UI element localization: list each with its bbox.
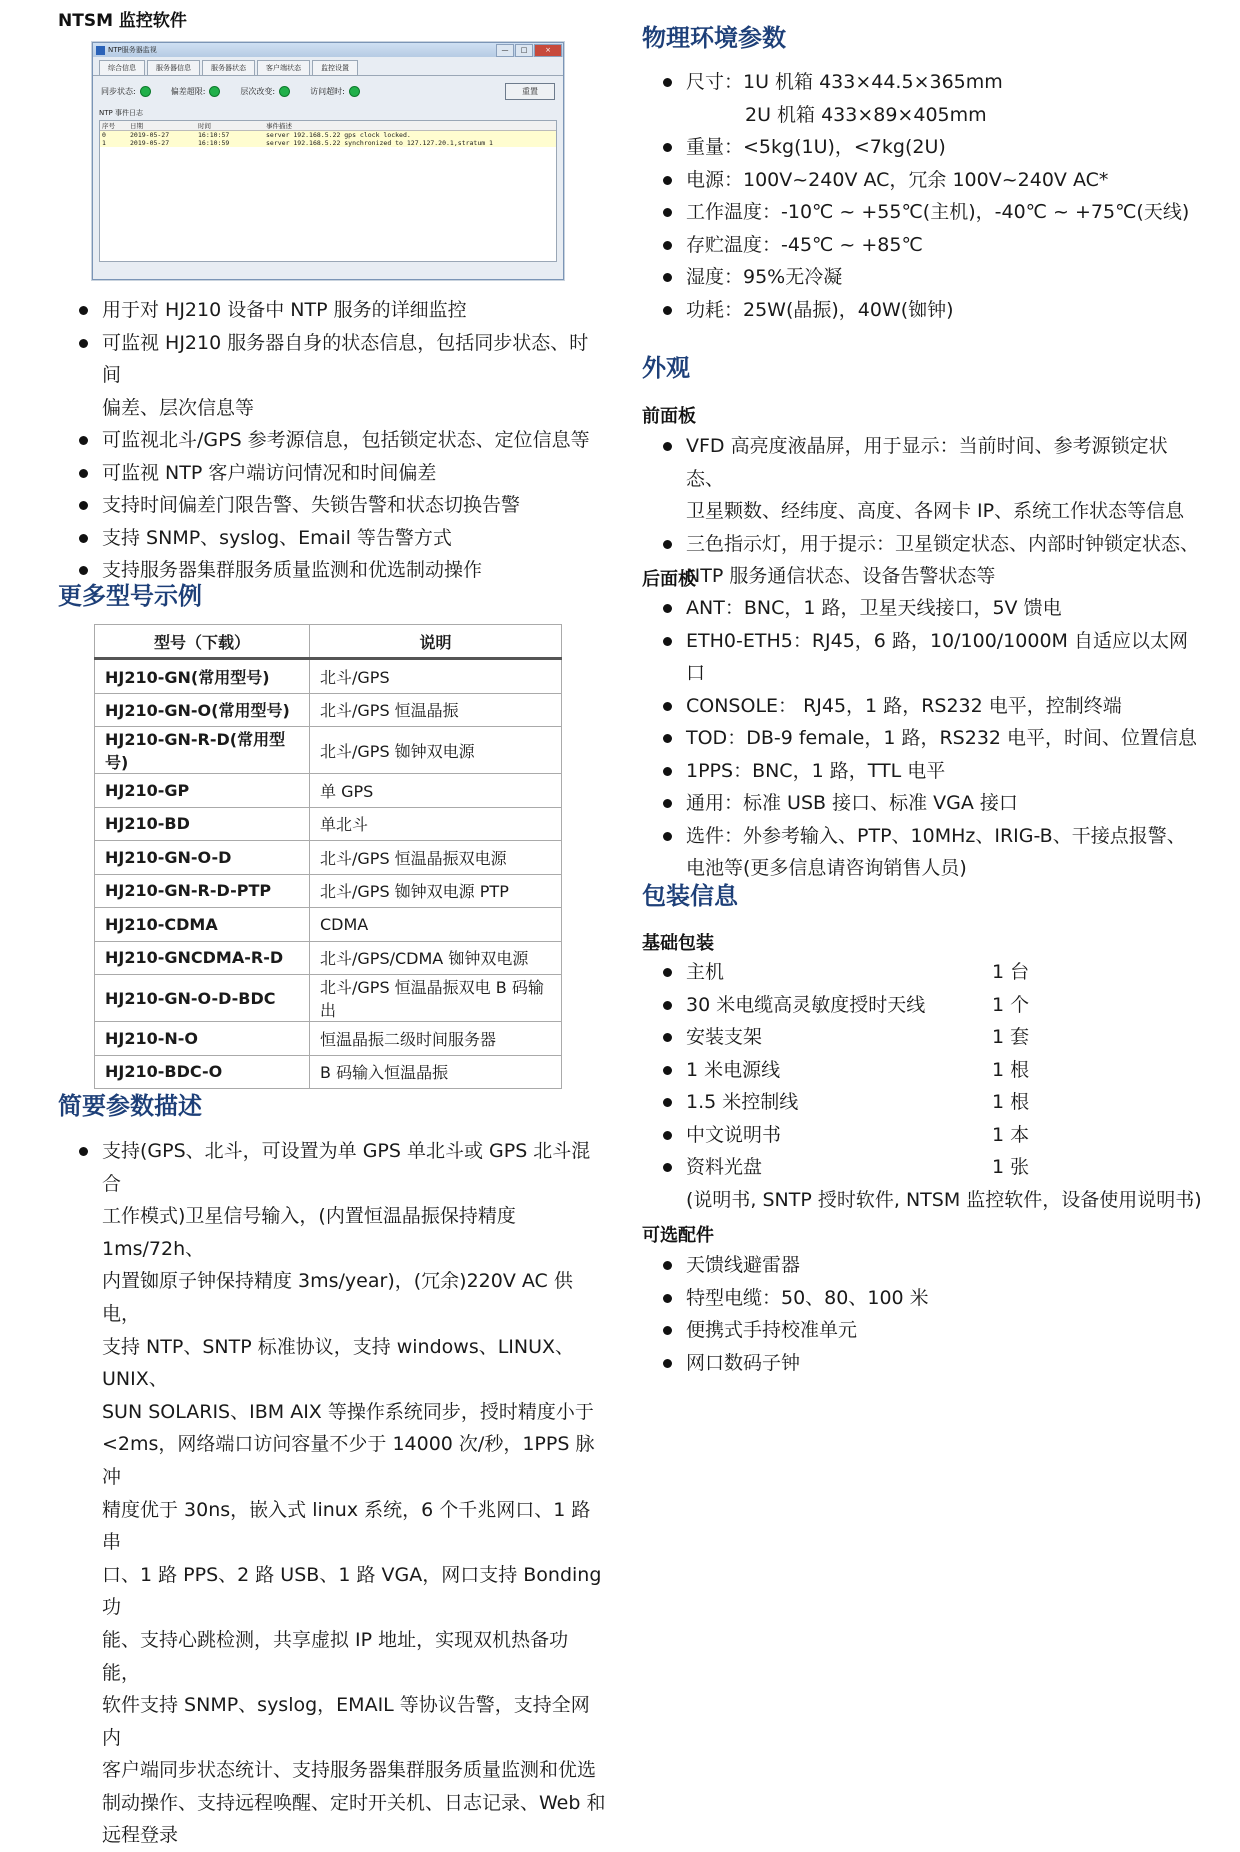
list-item-continuation: 2U 机箱 433×89×405mm <box>745 103 987 126</box>
packing-item-qty: 1 本 <box>992 1123 1030 1146</box>
basic-packing-list <box>642 956 1202 1216</box>
packing-item-qty: 1 台 <box>992 961 1030 983</box>
model-desc: 单 GPS <box>310 774 562 808</box>
list-item: CONSOLE： RJ45，1 路，RS232 电平，控制终端 <box>642 690 1202 723</box>
status-led-icon <box>140 86 151 97</box>
log-row[interactable] <box>100 131 556 139</box>
optional-title: 可选配件 <box>642 1225 714 1246</box>
list-item <box>642 1086 1202 1119</box>
list-item-continuation: 偏差、层次信息等 <box>102 396 255 419</box>
packing-item-name: 安装支架 <box>686 1026 763 1048</box>
column-header-desc: 说明 <box>310 625 562 659</box>
tab-server-status[interactable]: 服务器状态 <box>202 60 255 75</box>
physical-list <box>642 66 1202 326</box>
window-titlebar <box>93 43 563 57</box>
brief-title: 简要参数描述 <box>58 1092 202 1120</box>
list-item: 功耗：25W(晶振)，40W(铷钟) <box>642 294 1202 327</box>
packing-item-name: 资料光盘 <box>686 1156 763 1178</box>
packing-item-qty: 1 套 <box>992 1026 1030 1048</box>
tab-server-info[interactable]: 服务器信息 <box>147 60 200 75</box>
list-item: 工作温度：-10℃ ~ +55℃(主机)，-40℃ ~ +75℃(天线) <box>642 196 1202 229</box>
list-item: 用于对 HJ210 设备中 NTP 服务的详细监控 <box>58 294 606 327</box>
table-row <box>95 774 562 808</box>
window-controls <box>496 44 563 57</box>
packing-item-name: 1 米电源线 <box>686 1058 781 1081</box>
ntsm-title: NTSM 监控软件 <box>58 11 187 31</box>
status-label: 层次改变: <box>240 86 276 96</box>
list-item: VFD 高亮度液晶屏，用于显示：当前时间、参考源锁定状态、 <box>642 430 1202 495</box>
log-header-index[interactable]: 序号 <box>102 122 115 130</box>
event-log-table <box>99 120 557 262</box>
log-header-date[interactable]: 日期 <box>130 122 143 130</box>
list-item: 支持 SNMP、syslog、Email 等告警方式 <box>58 522 606 555</box>
model-link[interactable]: HJ210-GN-O(常用型号) <box>95 693 310 727</box>
column-header-model: 型号（下载） <box>95 625 310 659</box>
model-desc: 北斗/GPS <box>310 659 562 694</box>
log-cell: 2019-05-27 <box>130 131 170 139</box>
packing-title: 包装信息 <box>642 882 738 910</box>
list-item-continuation: <2ms，网络端口访问容量不少于 14000 次/秒，1PPS 脉冲 <box>102 1433 595 1488</box>
model-desc: 北斗/GPS 恒温晶振双电源 <box>310 841 562 875</box>
table-row <box>95 1055 562 1089</box>
ntsm-feature-list <box>58 294 606 587</box>
model-desc: CDMA <box>310 908 562 942</box>
table-row <box>95 874 562 908</box>
list-item: 1PPS：BNC，1 路，TTL 电平 <box>642 755 1202 788</box>
stratum-status <box>240 86 290 97</box>
list-item: 选件：外参考输入、PTP、10MHz、IRIG-B、干接点报警、 <box>642 820 1202 853</box>
table-row <box>95 807 562 841</box>
close-button[interactable]: × <box>534 44 562 57</box>
status-led-icon <box>279 86 290 97</box>
list-item-continuation: 电池等(更多信息请咨询销售人员) <box>686 857 967 879</box>
status-led-icon <box>209 86 220 97</box>
list-item: 特型电缆：50、80、100 米 <box>642 1282 1202 1315</box>
status-label: 同步状态: <box>101 86 136 96</box>
list-item <box>642 989 1202 1022</box>
rear-panel-title: 后面板 <box>642 569 696 590</box>
table-row <box>95 908 562 942</box>
list-item-continuation: 卫星颗数、经纬度、高度、各网卡 IP、系统工作状态等信息 <box>686 500 1185 522</box>
sync-status <box>101 86 151 97</box>
list-item <box>642 1119 1202 1152</box>
log-cell: 16:10:59 <box>198 139 230 147</box>
list-item: 可监视 HJ210 服务器自身的状态信息，包括同步状态、时间 <box>58 327 606 392</box>
log-cell: server 192.168.5.22 synchronized to 127.127.20.1,stratum 1 <box>266 139 493 147</box>
log-cell: 2019-05-27 <box>130 139 170 147</box>
front-panel-title: 前面板 <box>642 406 696 427</box>
packing-item-qty: 1 根 <box>992 1058 1030 1081</box>
list-item-continuation <box>642 1184 1202 1217</box>
list-item: 网口数码子钟 <box>642 1347 1202 1380</box>
status-label: 偏差超限: <box>170 86 206 96</box>
front-panel-list <box>642 430 1202 593</box>
list-item: ANT：BNC，1 路，卫星天线接口，5V 馈电 <box>642 592 1202 625</box>
model-desc: 单北斗 <box>310 807 562 841</box>
list-item-continuation: 远程登录 <box>102 1824 179 1847</box>
model-desc: 北斗/GPS 恒温晶振 <box>310 693 562 727</box>
ntsm-window-screenshot <box>92 42 564 280</box>
list-item-continuation: 支持 NTP、SNTP 标准协议，支持 windows、LINUX、UNIX、 <box>102 1335 575 1391</box>
list-item: 电源：100V~240V AC，冗余 100V~240V AC* <box>642 164 1202 197</box>
model-link[interactable]: HJ210-CDMA <box>95 908 310 942</box>
model-link[interactable]: HJ210-GN(常用型号) <box>95 659 310 694</box>
maximize-button[interactable]: □ <box>515 44 533 57</box>
model-desc: B 码输入恒温晶振 <box>310 1055 562 1089</box>
list-item <box>642 1151 1202 1184</box>
tab-client-status[interactable]: 客户端状态 <box>257 60 310 75</box>
list-item: 便携式手持校准单元 <box>642 1314 1202 1347</box>
log-header-desc[interactable]: 事件描述 <box>266 122 292 130</box>
list-item-continuation: 精度优于 30ns，嵌入式 linux 系统，6 个千兆网口、1 路串 <box>102 1498 591 1554</box>
tab-monitor-settings[interactable]: 监控设置 <box>312 60 358 75</box>
app-icon <box>96 46 105 55</box>
status-row <box>93 76 563 106</box>
list-item: 支持时间偏差门限告警、失锁告警和状态切换告警 <box>58 489 606 522</box>
list-item <box>642 1054 1202 1087</box>
status-label: 访问超时: <box>310 86 345 96</box>
table-header-row <box>95 625 562 659</box>
brief-description <box>58 1135 606 1852</box>
appearance-title: 外观 <box>642 354 690 382</box>
model-link[interactable]: HJ210-GN-O-D-BDC <box>95 975 310 1022</box>
list-item <box>642 1021 1202 1054</box>
list-item-continuation: 内置铷原子钟保持精度 3ms/year)，(冗余)220V AC 供电， <box>102 1270 573 1325</box>
packing-item-name: 主机 <box>686 961 725 983</box>
list-item: 三色指示灯，用于提示：卫星锁定状态、内部时钟锁定状态、 <box>642 528 1202 561</box>
log-cell: 0 <box>102 131 106 139</box>
window-title: NTP服务器监视 <box>108 46 157 54</box>
log-header-time[interactable]: 时间 <box>198 122 211 130</box>
cd-note: (说明书, SNTP 授时软件, NTSM 监控软件，设备使用说明书) <box>686 1188 1202 1211</box>
model-link[interactable]: HJ210-BD <box>95 807 310 841</box>
list-item-continuation: NTP 服务通信状态、设备告警状态等 <box>686 565 996 587</box>
log-cell: 1 <box>102 139 106 147</box>
list-item: ETH0-ETH5：RJ45，6 路，10/100/1000M 自适应以太网口 <box>642 625 1202 690</box>
window-tabs <box>93 57 563 76</box>
list-item: 可监视 NTP 客户端访问情况和时间偏差 <box>58 457 606 490</box>
table-row <box>95 727 562 774</box>
list-item: 重量：<5kg(1U)，<7kg(2U) <box>642 131 1202 164</box>
table-row <box>95 1022 562 1056</box>
rear-panel-list <box>642 592 1202 885</box>
list-item: 湿度：95%无冷凝 <box>642 261 1202 294</box>
list-item: 可监视北斗/GPS 参考源信息，包括锁定状态、定位信息等 <box>58 424 606 457</box>
list-item-continuation: SUN SOLARIS、IBM AIX 等操作系统同步，授时精度小于 <box>102 1400 594 1423</box>
model-link[interactable]: HJ210-GNCDMA-R-D <box>95 941 310 975</box>
model-desc: 恒温晶振二级时间服务器 <box>310 1022 562 1056</box>
list-item: 尺寸：1U 机箱 433×44.5×365mm <box>642 66 1202 99</box>
model-desc: 北斗/GPS 铷钟双电源 <box>310 727 562 774</box>
list-item-continuation: 软件支持 SNMP、syslog，EMAIL 等协议告警，支持全网内 <box>102 1694 590 1749</box>
model-table <box>94 624 562 1089</box>
packing-item-qty: 1 张 <box>992 1156 1030 1178</box>
reset-button[interactable]: 重置 <box>505 83 555 100</box>
timeout-status <box>310 86 360 97</box>
minimize-button[interactable]: — <box>496 44 514 57</box>
log-label: NTP 事件日志 <box>99 109 143 117</box>
list-item: 通用：标准 USB 接口、标准 VGA 接口 <box>642 787 1202 820</box>
list-item: 支持服务器集群服务质量监测和优选制动操作 <box>58 554 606 587</box>
table-row <box>95 941 562 975</box>
status-led-icon <box>349 86 360 97</box>
log-header-row <box>100 121 556 131</box>
list-item-continuation: 能、支持心跳检测，共享虚拟 IP 地址，实现双机热备功能， <box>102 1628 569 1684</box>
tab-overview[interactable]: 综合信息 <box>99 60 145 75</box>
more-models-title: 更多型号示例 <box>58 582 202 610</box>
physical-title: 物理环境参数 <box>642 24 786 52</box>
log-cell: server 192.168.5.22 gps clock locked. <box>266 131 411 139</box>
list-item-continuation: 工作模式)卫星信号输入，(内置恒温晶振保持精度 1ms/72h、 <box>102 1205 516 1260</box>
offset-status <box>171 86 221 97</box>
model-link[interactable]: HJ210-GN-R-D(常用型号) <box>95 727 310 774</box>
list-item: 天馈线避雷器 <box>642 1249 1202 1282</box>
table-row <box>95 841 562 875</box>
list-item: 存贮温度：-45℃ ~ +85℃ <box>642 229 1202 262</box>
packing-item-name: 30 米电缆高灵敏度授时天线 <box>686 993 926 1016</box>
model-link[interactable]: HJ210-GN-O-D <box>95 841 310 875</box>
packing-item-qty: 1 根 <box>992 1091 1030 1113</box>
optional-list <box>642 1249 1202 1379</box>
model-link[interactable]: HJ210-BDC-O <box>95 1055 310 1089</box>
table-row <box>95 693 562 727</box>
packing-item-name: 1.5 米控制线 <box>686 1091 799 1113</box>
log-row[interactable] <box>100 139 556 147</box>
list-item-continuation: 制动操作、支持远程唤醒、定时开关机、日志记录、Web 和 <box>102 1791 606 1814</box>
list-item <box>642 956 1202 989</box>
packing-item-name: 中文说明书 <box>686 1123 782 1146</box>
model-link[interactable]: HJ210-GN-R-D-PTP <box>95 874 310 908</box>
list-item-continuation: 客户端同步状态统计、支持服务器集群服务质量监测和优选 <box>102 1759 597 1782</box>
model-desc: 北斗/GPS 铷钟双电源 PTP <box>310 874 562 908</box>
model-desc: 北斗/GPS/CDMA 铷钟双电源 <box>310 941 562 975</box>
list-item: TOD：DB-9 female，1 路，RS232 电平，时间、位置信息 <box>642 722 1202 755</box>
list-item-continuation: 口、1 路 PPS、2 路 USB、1 路 VGA，网口支持 Bonding 功 <box>102 1563 602 1619</box>
table-row <box>95 975 562 1022</box>
model-link[interactable]: HJ210-N-O <box>95 1022 310 1056</box>
basic-packing-title: 基础包装 <box>642 933 714 954</box>
table-row <box>95 659 562 694</box>
model-link[interactable]: HJ210-GP <box>95 774 310 808</box>
model-desc: 北斗/GPS 恒温晶振双电 B 码输出 <box>310 975 562 1022</box>
log-cell: 16:10:57 <box>198 131 230 139</box>
packing-item-qty: 1 个 <box>992 993 1030 1016</box>
list-item: 支持(GPS、北斗，可设置为单 GPS 单北斗或 GPS 北斗混合 <box>58 1135 606 1200</box>
